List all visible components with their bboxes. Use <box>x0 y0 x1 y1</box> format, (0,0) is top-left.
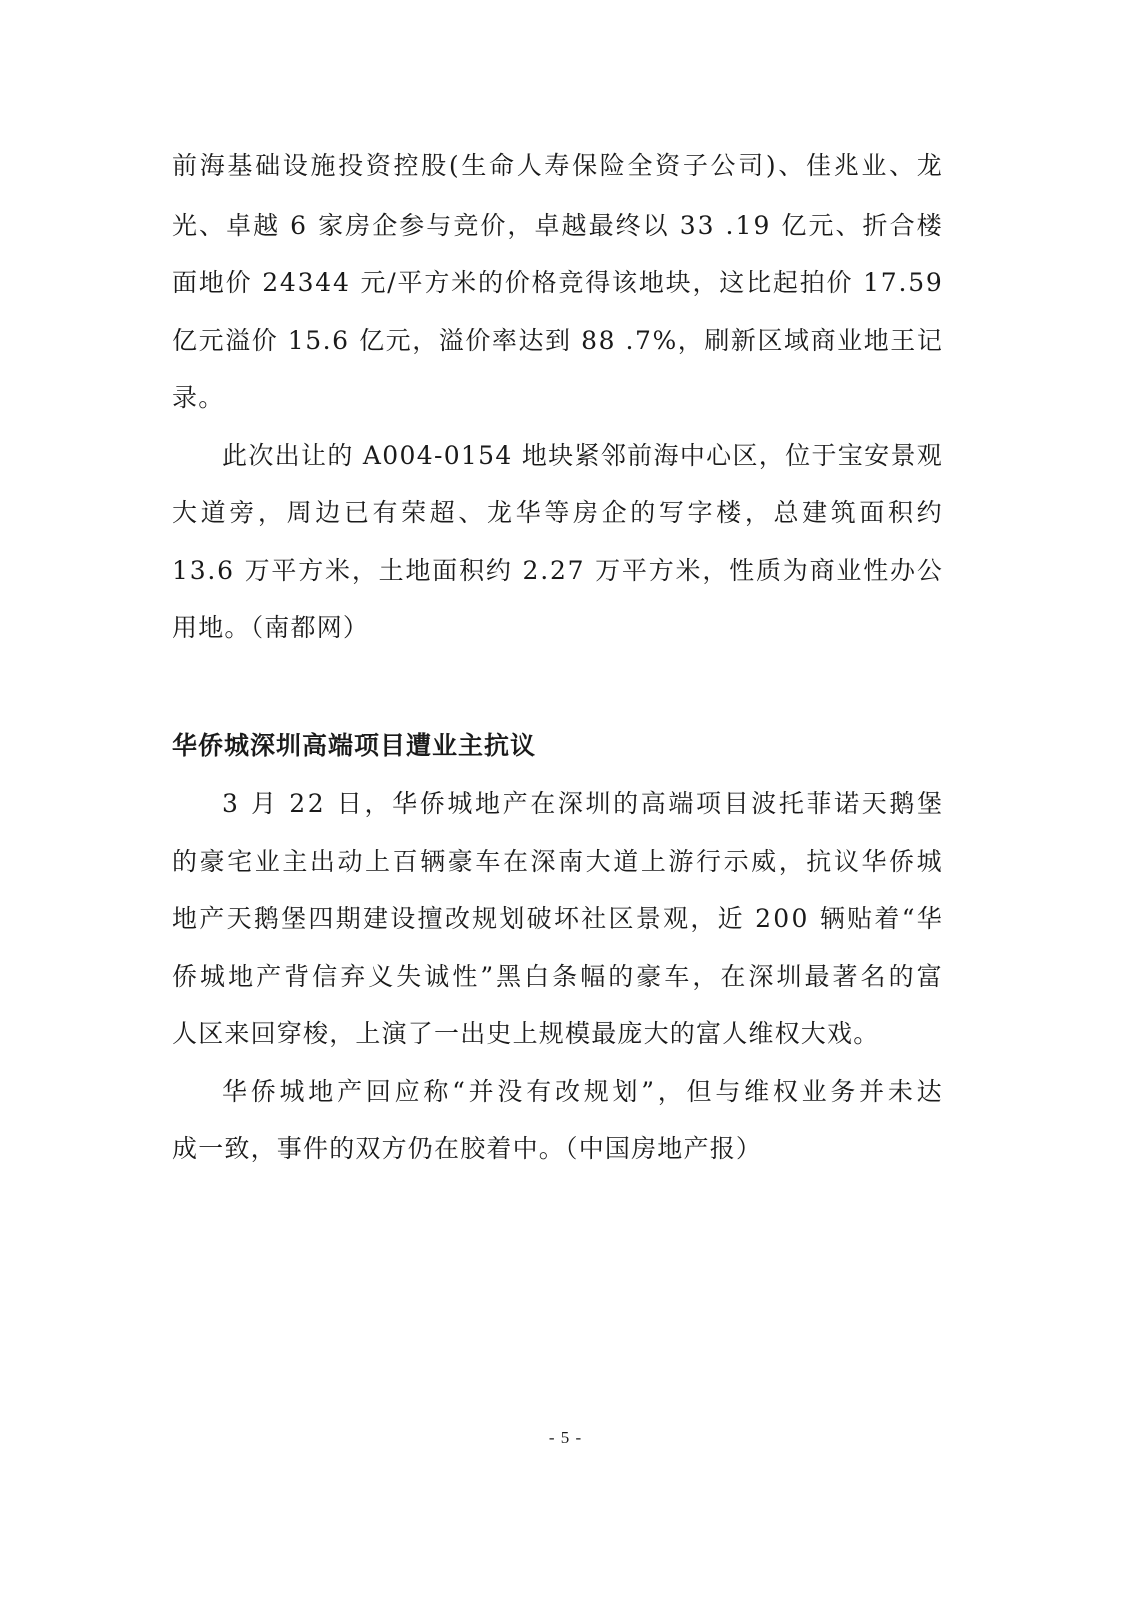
paragraph-line: 录。 <box>172 383 225 412</box>
paragraph-line: 大 道 旁 ， 周 边 已 有 荣 超 、 龙 华 等 房 企 的 写 字 楼 ， 总 建 筑 面 积 约 <box>172 498 942 527</box>
paragraph-line: 成一致，事件的双方仍在胶着中。（中国房地产报） <box>172 1134 763 1163</box>
paragraph-line: 人区来回穿梭，上演了一出史上规模最庞大的富人维权大戏。 <box>172 1019 880 1048</box>
paragraph-line: 此 次 出 让 的 A 0 0 4 - 0 1 5 4 地 块 紧 邻 前 海 中 心 区 ， 位 于 宝 安 景 观 <box>222 441 942 470</box>
article-title: 华侨城深圳高端项目遭业主抗议 <box>172 731 537 760</box>
paragraph-line: 前 海 基 础 设 施 投 资 控 股 ( 生 命 人 寿 保 险 全 资 子 公 司 ) 、 佳 兆 业 、 龙 <box>172 151 942 180</box>
paragraph-line: 华 侨 城 地 产 回 应 称 “ 并 没 有 改 规 划 ” ， 但 与 维 权 业 务 并 未 达 <box>222 1077 942 1106</box>
paragraph-line: 1 3 . 6 万 平 方 米 ， 土 地 面 积 约 2 . 2 7 万 平 方 米 ， 性 质 为 商 业 性 办 公 <box>172 556 942 585</box>
paragraph-line: 光 、 卓 越 6 家 房 企 参 与 竞 价 ， 卓 越 最 终 以 3 3 . 1 9 亿 元 、 折 合 楼 <box>172 211 942 240</box>
paragraph-line: 的 豪 宅 业 主 出 动 上 百 辆 豪 车 在 深 南 大 道 上 游 行 示 威 ， 抗 议 华 侨 城 <box>172 847 942 876</box>
page-number: - 5 - <box>548 1428 583 1447</box>
paragraph-line: 地 产 天 鹅 堡 四 期 建 设 擅 改 规 划 破 坏 社 区 景 观 ， 近 2 0 0 辆 贴 着 “ 华 <box>172 904 942 933</box>
paragraph-line: 亿 元 溢 价 1 5 . 6 亿 元 ， 溢 价 率 达 到 8 8 . 7 % ， 刷 新 区 域 商 业 地 王 记 <box>172 326 942 355</box>
paragraph-line: 3 月 2 2 日 ， 华 侨 城 地 产 在 深 圳 的 高 端 项 目 波 托 菲 诺 天 鹅 堡 <box>222 789 942 818</box>
paragraph-line: 侨 城 地 产 背 信 弃 义 失 诚 性 ” 黑 白 条 幅 的 豪 车 ， 在 深 圳 最 著 名 的 富 <box>172 962 942 991</box>
paragraph-line: 面 地 价 2 4 3 4 4 元 / 平 方 米 的 价 格 竞 得 该 地 块 ， 这 比 起 拍 价 1 7 . 5 9 <box>172 268 942 297</box>
paragraph-line: 用地。（南都网） <box>172 613 370 642</box>
